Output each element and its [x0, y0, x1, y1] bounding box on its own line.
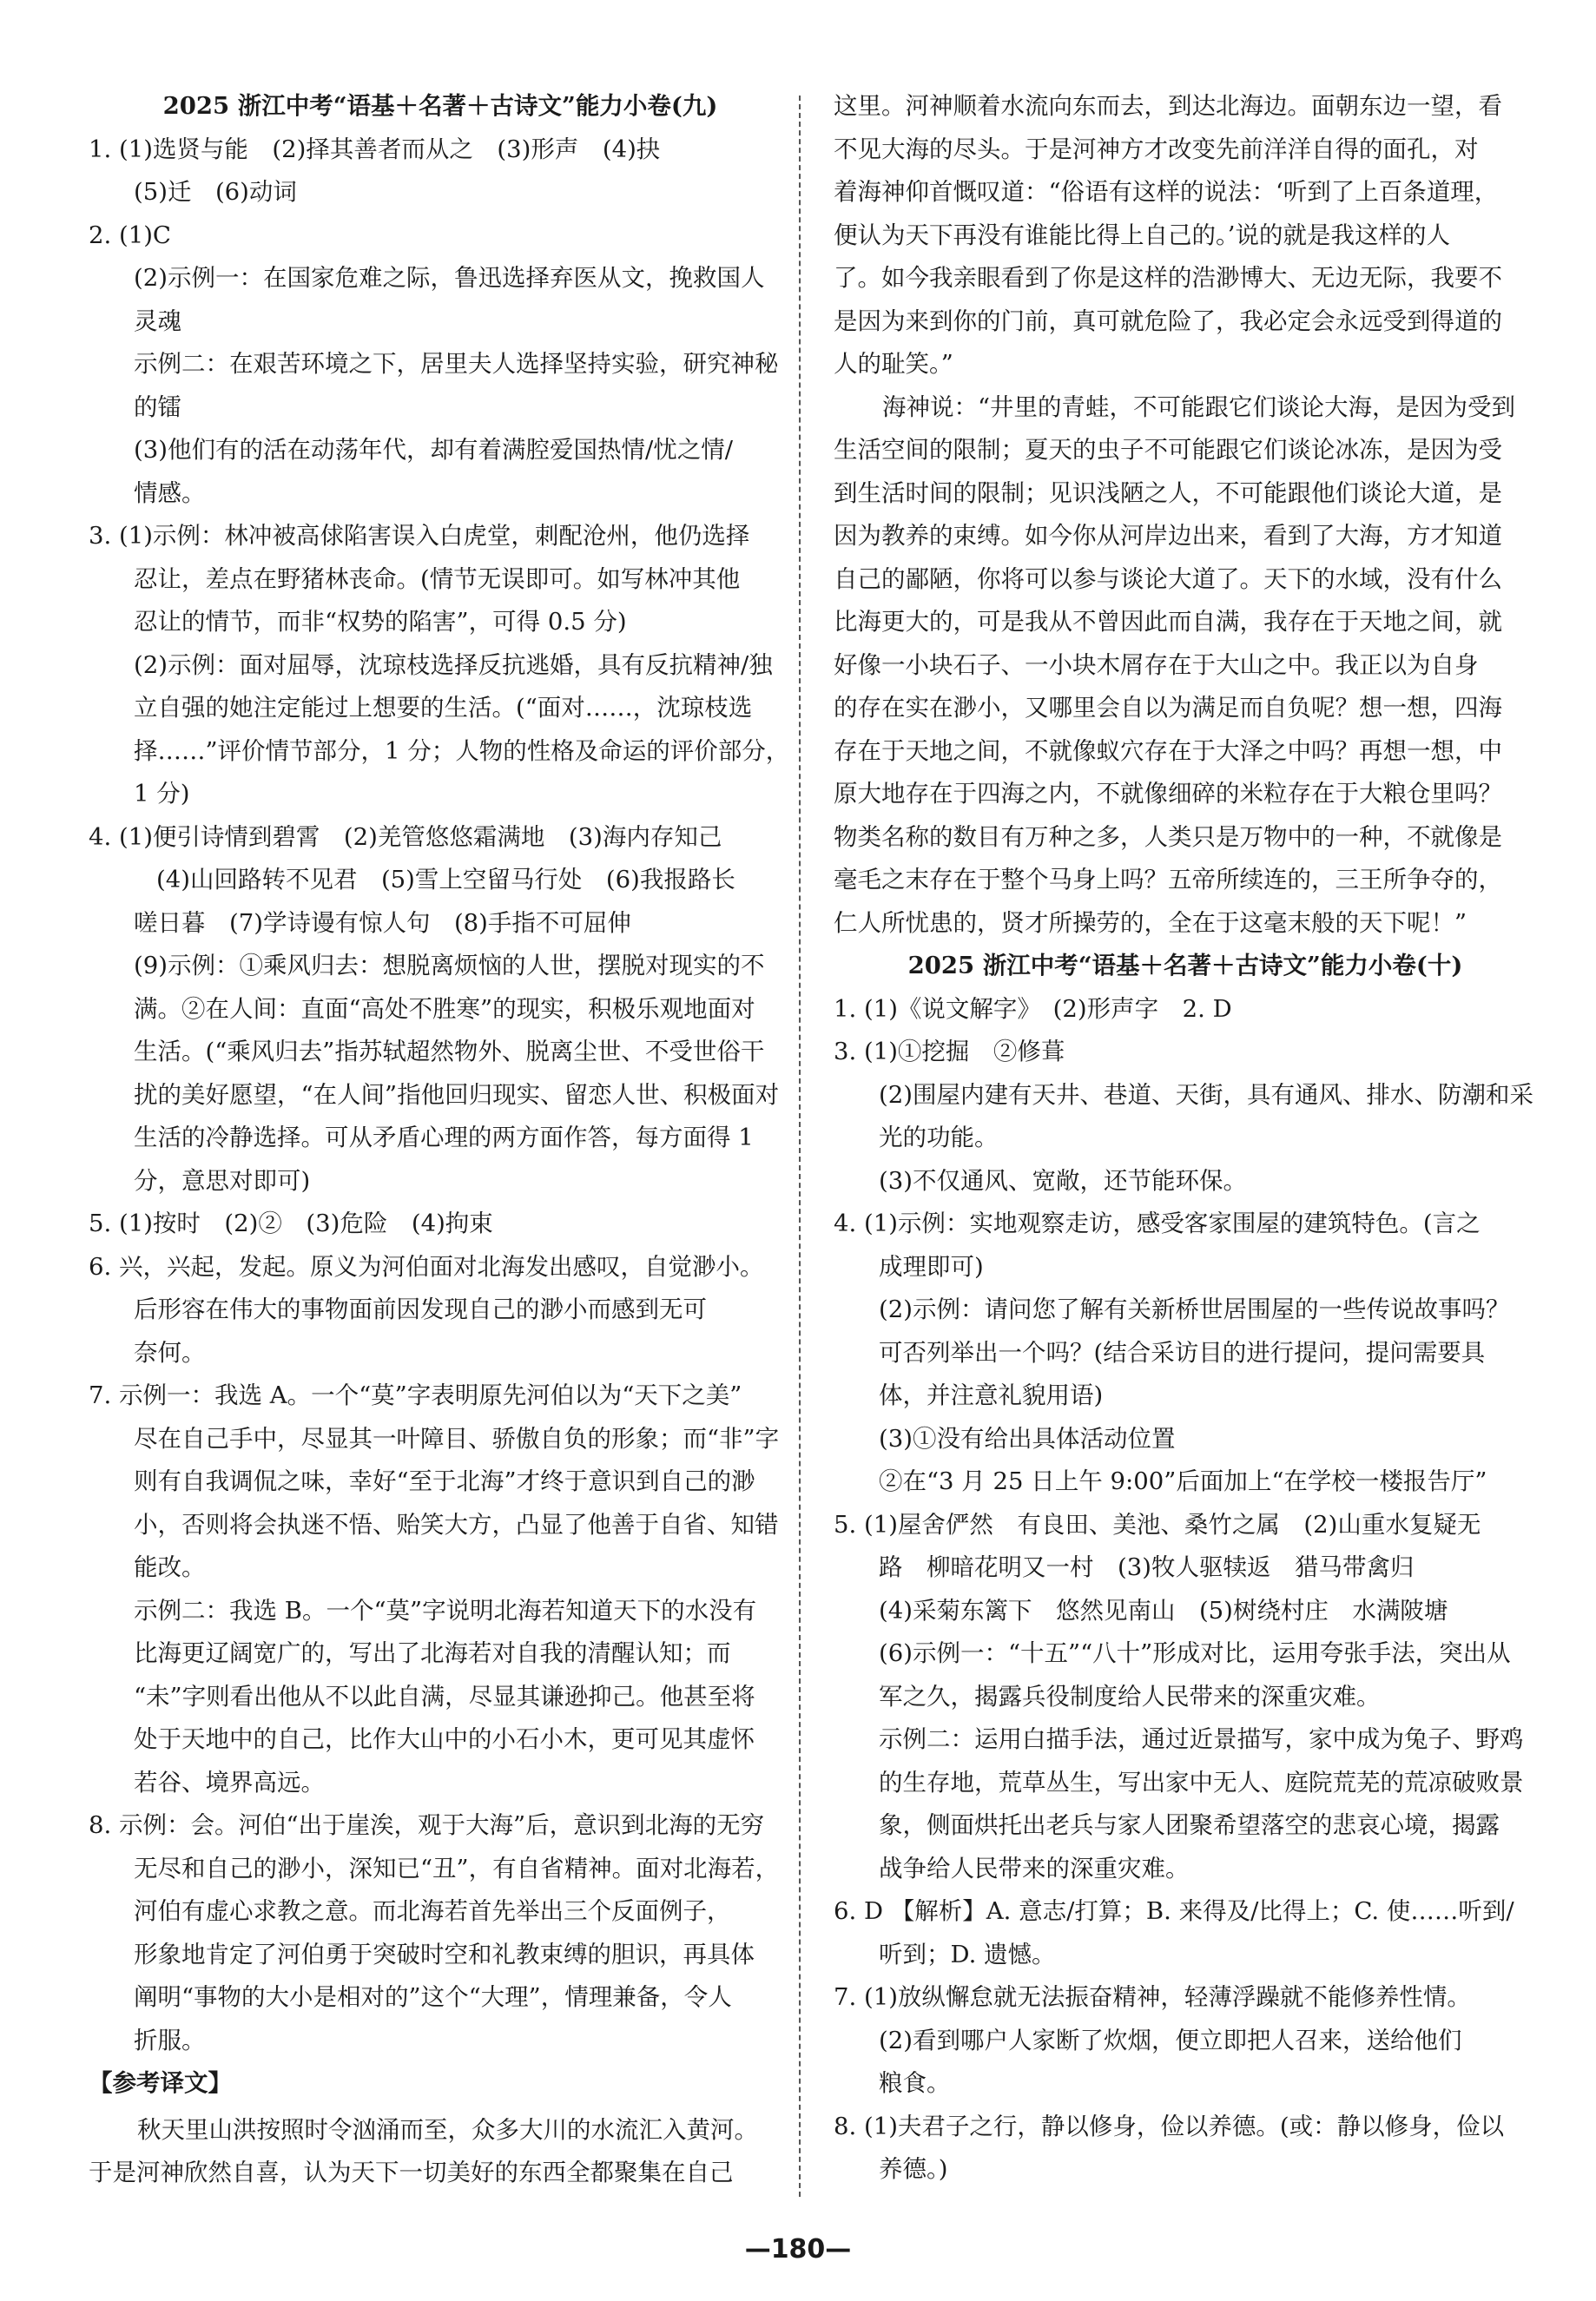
text-line: 养德。)	[879, 2155, 948, 2183]
text-line: ②在“3 月 25 日上午 9:00”后面加上“在学校一楼报告厅”	[879, 1467, 1487, 1495]
text-line: 体，并注意礼貌用语)	[879, 1381, 1104, 1409]
text-line: 示例二：运用白描手法，通过近景描写，家中成为兔子、野鸡	[879, 1725, 1524, 1753]
text-line: 择……”评价情节部分，1 分；人物的性格及命运的评价部分，	[134, 736, 790, 765]
text-line: 海神说：“井里的青蛙，不可能跟它们谈论大海，是因为受到	[882, 392, 1516, 421]
text-line: 了。如今我亲眼看到了你是这样的浩渺博大、无边无际，我要不	[834, 264, 1502, 292]
text-line: 的生存地，荒草丛生，写出家中无人、庭院荒芜的荒凉破败景	[879, 1768, 1524, 1797]
text-line: 4. (1)示例：实地观察走访，感受客家围屋的建筑特色。(言之	[834, 1210, 1481, 1237]
text-line: 4. (1)便引诗情到碧霄 (2)羌管悠悠霜满地 (3)海内存知己	[89, 822, 722, 851]
left-column	[89, 85, 792, 2195]
text-line: 扰的美好愿望，“在人间”指他回归现实、留恋人世、积极面对	[134, 1080, 780, 1109]
text-line: 生活。(“乘风归去”指苏轼超然物外、脱离尘世、不受世俗干	[134, 1038, 765, 1065]
text-line: 比海更辽阔宽广的，写出了北海若对自我的清醒认知；而	[134, 1639, 731, 1667]
text-line: 好像一小块石子、一小块木屑存在于大山之中。我正以为自身	[834, 650, 1479, 679]
text-line: 军之久，揭露兵役制度给人民带来的深重灾难。	[879, 1682, 1381, 1711]
text-line: (2)围屋内建有天井、巷道、天街，具有通风、排水、防潮和采	[879, 1080, 1533, 1109]
text-line: (4)采菊东篱下 悠然见南山 (5)树绕村庄 水满陂塘	[879, 1596, 1448, 1625]
text-line: 灵魂	[134, 307, 181, 335]
text-line: 象，侧面烘托出老兵与家人团聚希望落空的悲哀心境，揭露	[879, 1811, 1500, 1839]
text-line: (3)不仅通风、宽敞，还节能环保。	[879, 1166, 1247, 1195]
text-line: 满。②在人间：直面“高处不胜寒”的现实，积极乐观地面对	[134, 994, 755, 1023]
text-line: 无尽和自己的渺小，深知已“丑”，有自省精神。面对北海若，	[134, 1854, 780, 1882]
text-line: 便认为天下再没有谁能比得上自己的。’说的就是我这样的人	[834, 221, 1450, 249]
text-line: 成理即可)	[879, 1252, 984, 1281]
text-line: 生活的冷静选择。可从矛盾心理的两方面作答，每方面得 1	[134, 1124, 754, 1151]
text-line: 形象地肯定了河伯勇于突破时空和礼教束缚的胆识，再具体	[134, 1940, 755, 1968]
reference-translation-label: 【参考译文】	[89, 2069, 232, 2097]
text-line: 尽在自己手中，尽显其一叶障目、骄傲自负的形象；而“非”字	[134, 1424, 780, 1453]
text-line: 可否列举出一个吗？(结合采访目的进行提问，提问需要具	[879, 1338, 1486, 1367]
text-line: (2)看到哪户人家断了炊烟，便立即把人召来，送给他们	[879, 2026, 1462, 2054]
text-line: 粮食。	[879, 2069, 951, 2097]
text-line: (5)迁 (6)动词	[134, 178, 297, 206]
text-line: 的存在实在渺小，又哪里会自以为满足而自负呢？想一想，四海	[834, 694, 1502, 722]
text-line: (3)①没有给出具体活动位置	[879, 1424, 1176, 1453]
text-line: (9)示例：①乘风归去：想脱离烦恼的人世，摆脱对现实的不	[134, 952, 765, 979]
text-line: 7. 示例一：我选 A。一个“莫”字表明原先河伯以为“天下之美”	[89, 1381, 742, 1409]
text-line: 路 柳暗花明又一村 (3)牧人驱犊返 猎马带禽归	[879, 1553, 1415, 1581]
text-line: 的镭	[134, 392, 181, 421]
text-line: 仁人所忧患的，贤才所操劳的，全在于这毫末般的天下呢！”	[834, 908, 1467, 937]
text-line: 毫毛之末存在于整个马身上吗？五帝所续连的，三王所争夺的，	[834, 866, 1502, 893]
text-line: 光的功能。	[879, 1124, 999, 1151]
text-line: 8. (1)夫君子之行，静以修身，俭以养德。(或：静以修身，俭以	[834, 2112, 1505, 2140]
section-title: 2025 浙江中考“语基＋名著＋古诗文”能力小卷(十)	[907, 952, 1463, 979]
text-line: 1. (1)《说文解字》 (2)形声字 2. D	[834, 994, 1232, 1023]
text-line: 2. (1)C	[89, 221, 171, 249]
page-number: —180—	[744, 2234, 852, 2265]
text-line: 自己的鄙陋，你将可以参与谈论大道了。天下的水域，没有什么	[834, 564, 1502, 593]
text-line: 存在于天地之间，不就像蚁穴存在于大泽之中吗？再想一想，中	[834, 736, 1502, 765]
text-line: 3. (1)①挖掘 ②修葺	[834, 1038, 1065, 1065]
text-line: 于是河神欣然自喜，认为天下一切美好的东西全都聚集在自己	[89, 2159, 734, 2186]
text-line: 生活空间的限制；夏天的虫子不可能跟它们谈论冰冻，是因为受	[834, 436, 1502, 464]
text-line: 分，意思对即可)	[134, 1166, 311, 1195]
text-line: 后形容在伟大的事物面前因发现自己的渺小而感到无可	[134, 1296, 707, 1323]
text-line: 5. (1)按时 (2)② (3)危险 (4)拘束	[89, 1210, 493, 1237]
text-line: 若谷、境界高远。	[134, 1768, 325, 1797]
text-line: 河伯有虚心求教之意。而北海若首先举出三个反面例子，	[134, 1897, 731, 1925]
text-line: (6)示例一：“十五”“八十”形成对比，运用夸张手法，突出从	[879, 1639, 1511, 1667]
text-line: 6. D 【解析】A. 意志/打算；B. 来得及/比得上；C. 使……听到/	[834, 1897, 1514, 1925]
text-line: 情感。	[134, 478, 206, 507]
text-line: 则有自我调侃之味，幸好“至于北海”才终于意识到自己的渺	[134, 1467, 755, 1495]
text-line: 因为教养的束缚。如今你从河岸边出来，看到了大海，方才知道	[834, 522, 1502, 550]
text-line: 1. (1)选贤与能 (2)择其善者而从之 (3)形声 (4)抉	[89, 135, 661, 163]
text-line: 6. 兴，兴起，发起。原义为河伯面对北海发出感叹，自觉渺小。	[89, 1252, 764, 1281]
text-line: 8. 示例：会。河伯“出于崖涘，观于大海”后，意识到北海的无穷	[89, 1811, 765, 1839]
text-line: 奈何。	[134, 1338, 206, 1367]
text-line: 示例二：我选 B。一个“莫”字说明北海若知道天下的水没有	[134, 1596, 757, 1625]
text-line: 立自强的她注定能过上想要的生活。(“面对……，沈琼枝选	[134, 694, 753, 722]
text-line: 折服。	[134, 2026, 206, 2054]
text-line: “未”字则看出他从不以此自满，尽显其谦逊抑己。他甚至将	[134, 1682, 755, 1711]
text-line: 着海神仰首慨叹道：“俗语有这样的说法：‘听到了上百条道理，	[834, 178, 1499, 206]
text-line: 这里。河神顺着水流向东而去，到达北海边。面朝东边一望，看	[834, 92, 1502, 120]
text-line: 是因为来到你的门前，真可就危险了，我必定会永远受到得道的	[834, 307, 1502, 335]
column-divider	[799, 96, 801, 2197]
text-line: 比海更大的，可是我从不曾因此而自满，我存在于天地之间，就	[834, 608, 1502, 636]
text-line: 忍让的情节，而非“权势的陷害”，可得 0.5 分)	[134, 608, 627, 636]
text-line: 示例二：在艰苦环境之下，居里夫人选择坚持实验，研究神秘	[134, 350, 779, 378]
section-title: 2025 浙江中考“语基＋名著＋古诗文”能力小卷(九)	[162, 92, 718, 120]
text-line: 战争给人民带来的深重灾难。	[879, 1854, 1190, 1882]
text-line: (4)山回路转不见君 (5)雪上空留马行处 (6)我报路长	[156, 866, 735, 893]
text-line: 小，否则将会执迷不悟、贻笑大方，凸显了他善于自省、知错	[134, 1510, 779, 1539]
text-line: 5. (1)屋舍俨然 有良田、美池、桑竹之属 (2)山重水复疑无	[834, 1510, 1481, 1539]
text-line: 7. (1)放纵懈怠就无法振奋精神，轻薄浮躁就不能修养性情。	[834, 1983, 1471, 2011]
text-line: 能改。	[134, 1553, 206, 1581]
text-line: 忍让，差点在野猪林丧命。(情节无误即可。如写林冲其他	[134, 564, 741, 593]
text-line: (2)示例：请问您了解有关新桥世居围屋的一些传说故事吗？	[879, 1296, 1510, 1323]
text-line: 到生活时间的限制；见识浅陋之人，不可能跟他们谈论大道，是	[834, 478, 1502, 507]
text-line: 阐明“事物的大小是相对的”这个“大理”，情理兼备，令人	[134, 1983, 732, 2011]
text-line: 物类名称的数目有万种之多，人类只是万物中的一种，不就像是	[834, 822, 1502, 851]
text-line: 3. (1)示例：林冲被高俅陷害误入白虎堂，刺配沧州，他仍选择	[89, 522, 750, 550]
text-line: 1 分)	[134, 780, 190, 808]
text-line: (3)他们有的活在动荡年代，却有着满腔爱国热情/忧之情/	[134, 436, 733, 464]
text-line: 人的耻笑。”	[834, 350, 953, 378]
text-line: 听到；D. 遗憾。	[879, 1940, 1056, 1968]
text-line: (2)示例：面对屈辱，沈琼枝选择反抗逃婚，具有反抗精神/独	[134, 650, 773, 679]
text-line: 秋天里山洪按照时令汹涌而至，众多大川的水流汇入黄河。	[137, 2115, 758, 2144]
text-line: (2)示例一：在国家危难之际，鲁迅选择弃医从文，挽救国人	[134, 264, 765, 292]
text-line: 原大地存在于四海之内，不就像细碎的米粒存在于大粮仓里吗？	[834, 780, 1502, 808]
text-line: 嗟日暮 (7)学诗谩有惊人句 (8)手指不可屈伸	[134, 908, 631, 937]
text-line: 处于天地中的自己，比作大山中的小石小木，更可见其虚怀	[134, 1725, 755, 1753]
text-line: 不见大海的尽头。于是河神方才改变先前洋洋自得的面孔，对	[834, 135, 1479, 163]
right-column	[834, 85, 1537, 2192]
